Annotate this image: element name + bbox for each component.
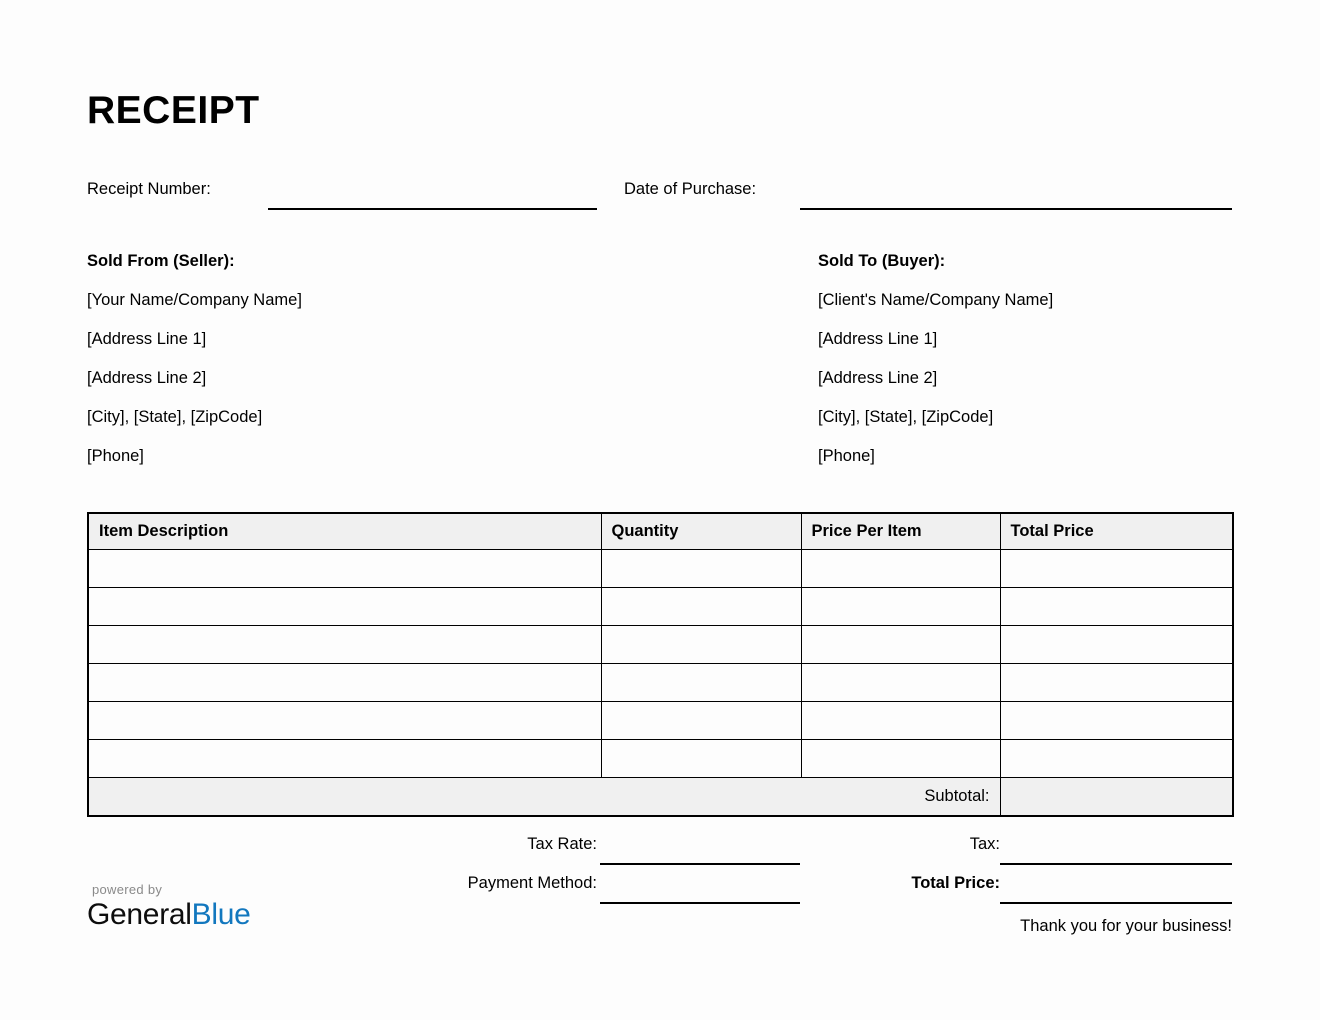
line-items-table: [87, 512, 1234, 817]
column-header-price-per-item: Price Per Item: [801, 513, 1000, 550]
buyer-block: [818, 250, 1320, 467]
buyer-address-line-2: [Address Line 2]: [818, 369, 938, 387]
table-row: [88, 664, 1233, 702]
table-row: [88, 588, 1233, 626]
table-row: [88, 626, 1233, 664]
cell-price-per-item[interactable]: [801, 626, 1000, 664]
date-of-purchase-label: Date of Purchase:: [624, 180, 757, 198]
cell-quantity[interactable]: [601, 626, 801, 664]
subtotal-value[interactable]: [1000, 778, 1233, 817]
seller-phone: [Phone]: [87, 447, 144, 465]
cell-item-description[interactable]: [88, 626, 601, 664]
table-row: [88, 740, 1233, 778]
cell-quantity[interactable]: [601, 702, 801, 740]
thank-you-note: Thank you for your business!: [1020, 917, 1232, 935]
cell-item-description[interactable]: [88, 588, 601, 626]
seller-address-line-1: [Address Line 1]: [87, 330, 207, 348]
cell-price-per-item[interactable]: [801, 740, 1000, 778]
cell-total-price[interactable]: [1000, 702, 1233, 740]
column-header-quantity: Quantity: [601, 513, 801, 550]
seller-address-line-2: [Address Line 2]: [87, 369, 207, 387]
brand-name-blue: Blue: [191, 898, 251, 931]
seller-block: [87, 250, 607, 467]
cell-item-description[interactable]: [88, 550, 601, 588]
buyer-city-state-zip: [City], [State], [ZipCode]: [818, 408, 994, 426]
cell-price-per-item[interactable]: [801, 550, 1000, 588]
receipt-number-field[interactable]: [87, 178, 597, 210]
cell-item-description[interactable]: [88, 740, 601, 778]
cell-quantity[interactable]: [601, 664, 801, 702]
receipt-number-input-line[interactable]: [268, 208, 597, 210]
cell-item-description[interactable]: [88, 702, 601, 740]
cell-price-per-item[interactable]: [801, 664, 1000, 702]
payment-method-field[interactable]: [417, 872, 800, 904]
cell-quantity[interactable]: [601, 740, 801, 778]
brand-name: [87, 898, 347, 932]
cell-quantity[interactable]: [601, 588, 801, 626]
page-title: RECEIPT: [87, 89, 260, 132]
cell-item-description[interactable]: [88, 664, 601, 702]
cell-total-price[interactable]: [1000, 664, 1233, 702]
tax-rate-label: Tax Rate:: [527, 835, 597, 853]
subtotal-label: Subtotal:: [88, 778, 1000, 817]
seller-company-name: [Your Name/Company Name]: [87, 291, 302, 309]
brand-logo: [87, 882, 347, 932]
buyer-company-name: [Client's Name/Company Name]: [818, 291, 1054, 309]
column-header-total-price: Total Price: [1000, 513, 1233, 550]
buyer-phone: [Phone]: [818, 447, 875, 465]
total-price-label: Total Price:: [911, 874, 1000, 892]
total-price-field[interactable]: [887, 872, 1232, 904]
table-header-row: [88, 513, 1233, 550]
payment-method-label: Payment Method:: [467, 874, 597, 892]
payment-method-input-line[interactable]: [600, 902, 800, 904]
seller-heading: Sold From (Seller):: [87, 252, 235, 270]
cell-price-per-item[interactable]: [801, 702, 1000, 740]
table-row: [88, 550, 1233, 588]
receipt-meta-row: [87, 178, 1232, 210]
tax-input-line[interactable]: [1000, 863, 1232, 865]
receipt-number-label: Receipt Number:: [87, 180, 211, 198]
cell-price-per-item[interactable]: [801, 588, 1000, 626]
column-header-item-description: Item Description: [88, 513, 601, 550]
tax-label: Tax:: [969, 835, 1000, 853]
brand-name-general: General: [87, 898, 192, 931]
tax-field[interactable]: [887, 833, 1232, 865]
tax-rate-field[interactable]: [417, 833, 800, 865]
buyer-heading: Sold To (Buyer):: [818, 252, 946, 270]
seller-city-state-zip: [City], [State], [ZipCode]: [87, 408, 263, 426]
total-price-input-line[interactable]: [1000, 902, 1232, 904]
table-row: [88, 702, 1233, 740]
cell-total-price[interactable]: [1000, 626, 1233, 664]
date-of-purchase-input-line[interactable]: [800, 208, 1232, 210]
cell-total-price[interactable]: [1000, 740, 1233, 778]
subtotal-row: [88, 778, 1233, 817]
tax-rate-input-line[interactable]: [600, 863, 800, 865]
cell-quantity[interactable]: [601, 550, 801, 588]
cell-total-price[interactable]: [1000, 588, 1233, 626]
powered-by-label: powered by: [92, 882, 163, 897]
date-of-purchase-field[interactable]: [624, 178, 1232, 210]
cell-total-price[interactable]: [1000, 550, 1233, 588]
buyer-address-line-1: [Address Line 1]: [818, 330, 938, 348]
